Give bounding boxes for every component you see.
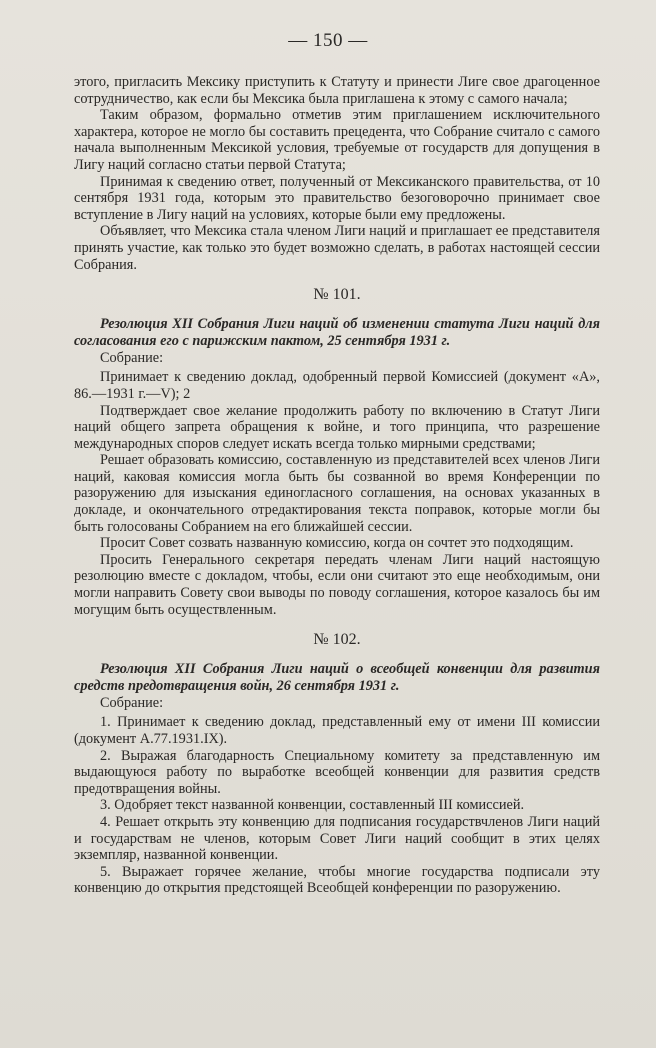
resolution-101-paragraph: Принимает к сведению доклад, одобренный первой Комиссией (документ «А», 86.—1931 г.—V); 2 xyxy=(74,369,600,402)
resolution-102-number: № 102. xyxy=(313,631,361,649)
resolution-102-paragraph: 2. Выражая благодарность Специальному комитету за представленную им выдающуюся работу по выработке всеобщей конвенции для развития средств предотвращения войны. xyxy=(74,747,600,797)
intro-paragraph: Объявляет, что Мексика стала членом Лиги наций и приглашает ее представителя принять участие, как только это будет возможно сделать, в работах настоящей сессии Собрания. xyxy=(74,223,600,273)
resolution-101-paragraph: Подтверждает свое желание продолжить работу по включению в Статут Лиги наций общего запрета обращения к войне, и того принципа, что разрешение международных споров следует искать всегда только мирными средствами; xyxy=(74,402,600,452)
resolution-102-intro: Собрание: xyxy=(100,694,164,711)
intro-paragraph: этого, пригласить Мексику приступить к Статуту и принести Лиге свое драгоценное сотрудничество, как если бы Мексика была приглашена к этому с самого начала; xyxy=(74,74,600,107)
page-content xyxy=(74,74,600,897)
resolution-101-intro: Собрание: xyxy=(100,349,164,366)
resolution-101-paragraph: Решает образовать комиссию, составленную из представителей всех членов Лиги наций, каковая комиссия могла быть бы созванной во время Конференции по разоружению для изыскания единогласного соглашения, на основах указанных в докладе, и окончательного отредактирования текста поправок, которые могли бы быть голосованы Собранием на его ближайшей сессии. xyxy=(74,452,600,535)
resolution-101-title: Резолюция XII Собрания Лиги наций об изменении статута Лиги наций для согласования его с парижским пактом, 25 сентября 1931 г. xyxy=(74,315,600,349)
resolution-102-paragraph: 1. Принимает к сведению доклад, представленный ему от имени III комиссии (документ А.77.1931.IX). xyxy=(74,714,600,747)
resolution-101-paragraph: Просит Совет созвать названную комиссию, когда он сочтет это подходящим. xyxy=(100,535,574,552)
resolution-102-paragraph: 4. Решает открыть эту конвенцию для подписания государствчленов Лиги наций и государствам не членов, которым Совет Лиги наций сообщит в этих целях экземпляр, названной конвенции. xyxy=(74,813,600,864)
page-number: — 150 — xyxy=(288,30,368,51)
resolution-102-paragraph: 3. Одобряет текст названной конвенции, составленный III комиссией. xyxy=(100,797,525,814)
resolution-102-title: Резолюция XII Собрания Лиги наций о всеобщей конвенции для развития средств предотвращения войн, 26 сентября 1931 г. xyxy=(74,660,600,694)
intro-paragraph: Таким образом, формально отметив этим приглашением исключительного характера, которое не могло бы составить прецедента, что Собрание считало с самого начала выполненным Мексикой условия, требуемые от государств для допущения в Лигу наций согласно статьи первой Статута; xyxy=(74,107,600,173)
intro-paragraph: Принимая к сведению ответ, полученный от Мексиканского правительства, от 10 сентября 1931 года, которым это правительство безоговорочно принимает свое вступление в Лигу наций на условиях, которые были ему предложены. xyxy=(74,173,600,223)
resolution-101-number: № 101. xyxy=(313,286,361,304)
resolution-101-paragraph: Просить Генерального секретаря передать членам Лиги наций настоящую резолюцию вместе с докладом, чтобы, если они считают это еще необходимым, они могли направить Совету свои выводы по поводу соглашения, которое казалось бы им могущим быть осуществленным. xyxy=(74,551,600,618)
resolution-102-paragraph: 5. Выражает горячее желание, чтобы многие государства подписали эту конвенцию до открытия предстоящей Всеобщей конференции по разоружению. xyxy=(74,863,600,897)
